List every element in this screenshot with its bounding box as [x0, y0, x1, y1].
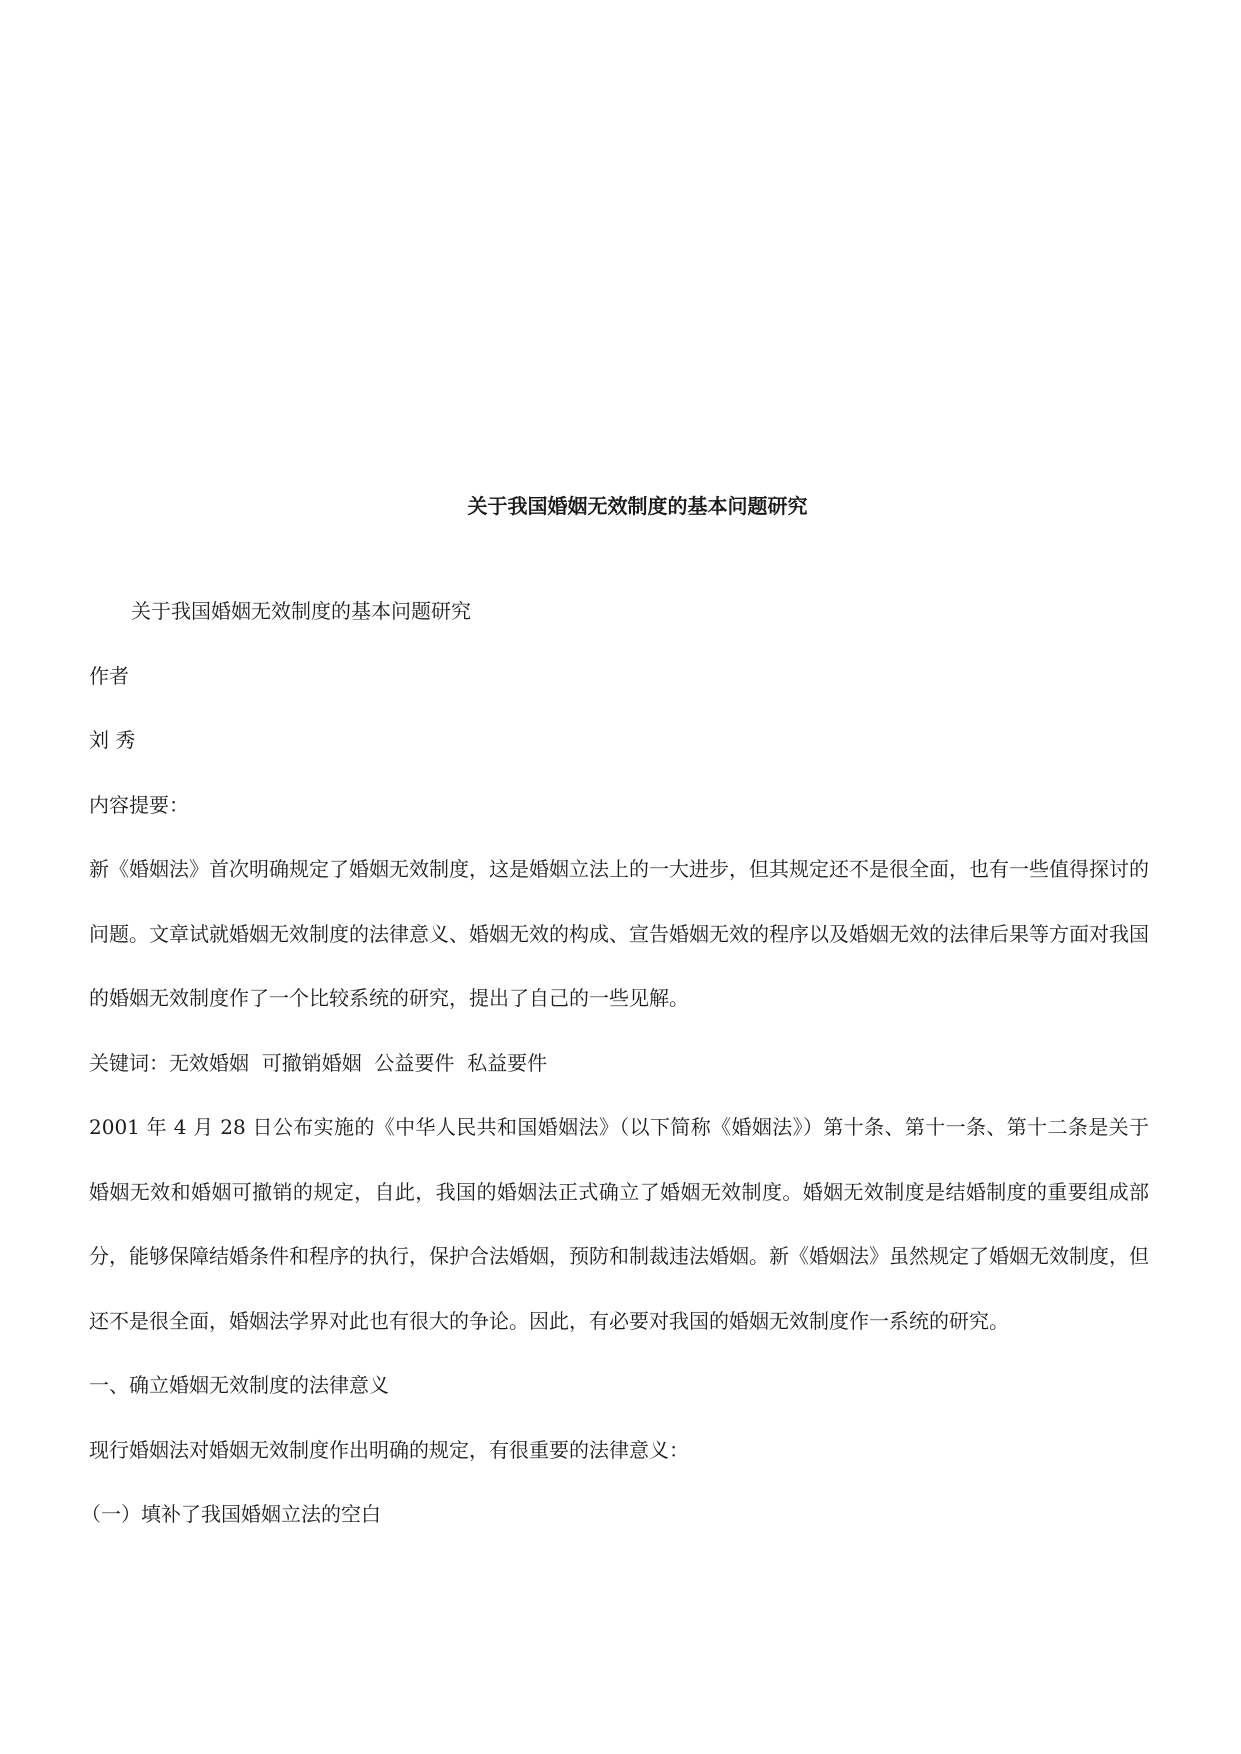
section-text: 现行婚姻法对婚姻无效制度作出明确的规定，有很重要的法律意义：: [89, 1437, 689, 1462]
subsection-heading: （一）填补了我国婚姻立法的空白: [81, 1502, 381, 1526]
section-heading: 一、确立婚姻无效制度的法律意义: [89, 1373, 389, 1397]
abstract-label: 内容提要：: [89, 792, 189, 817]
intro-paragraph: 2001 年 4 月 28 日公布实施的《中华人民共和国婚姻法》（以下简称《婚姻法》）第十条、第十一条、第十二条是关于婚姻无效和婚姻可撤销的规定，自此，我国的婚姻法正式确立了婚姻无效制度。婚姻无效制度是结婚制度的重要组成部分，能够保障结婚条件和程序的执行，保护合法婚姻，预防和制裁违法婚姻。新《婚姻法》虽然规定了婚姻无效制度，但还不是很全面，婚姻法学界对此也有很大的争论。因此，有必要对我国的婚姻无效制度作一系统的研究。: [89, 1115, 1149, 1333]
author-label: 作者: [89, 663, 129, 688]
subtitle: 关于我国婚姻无效制度的基本问题研究: [131, 599, 471, 623]
abstract-text: 新《婚姻法》首次明确规定了婚姻无效制度，这是婚姻立法上的一大进步，但其规定还不是很全面，也有一些值得探讨的问题。文章试就婚姻无效制度的法律意义、婚姻无效的构成、宣告婚姻无效的程序以及婚姻无效的法律后果等方面对我国的婚姻无效制度作了一个比较系统的研究，提出了自己的一些见解。: [89, 857, 1149, 1010]
document-body: [81, 579, 1149, 1547]
document-title: 关于我国婚姻无效制度的基本问题研究: [467, 494, 808, 518]
keywords: 关键词：无效婚姻 可撤销婚姻 公益要件 私益要件: [89, 1050, 548, 1075]
author-name: 刘 秀: [89, 728, 136, 752]
